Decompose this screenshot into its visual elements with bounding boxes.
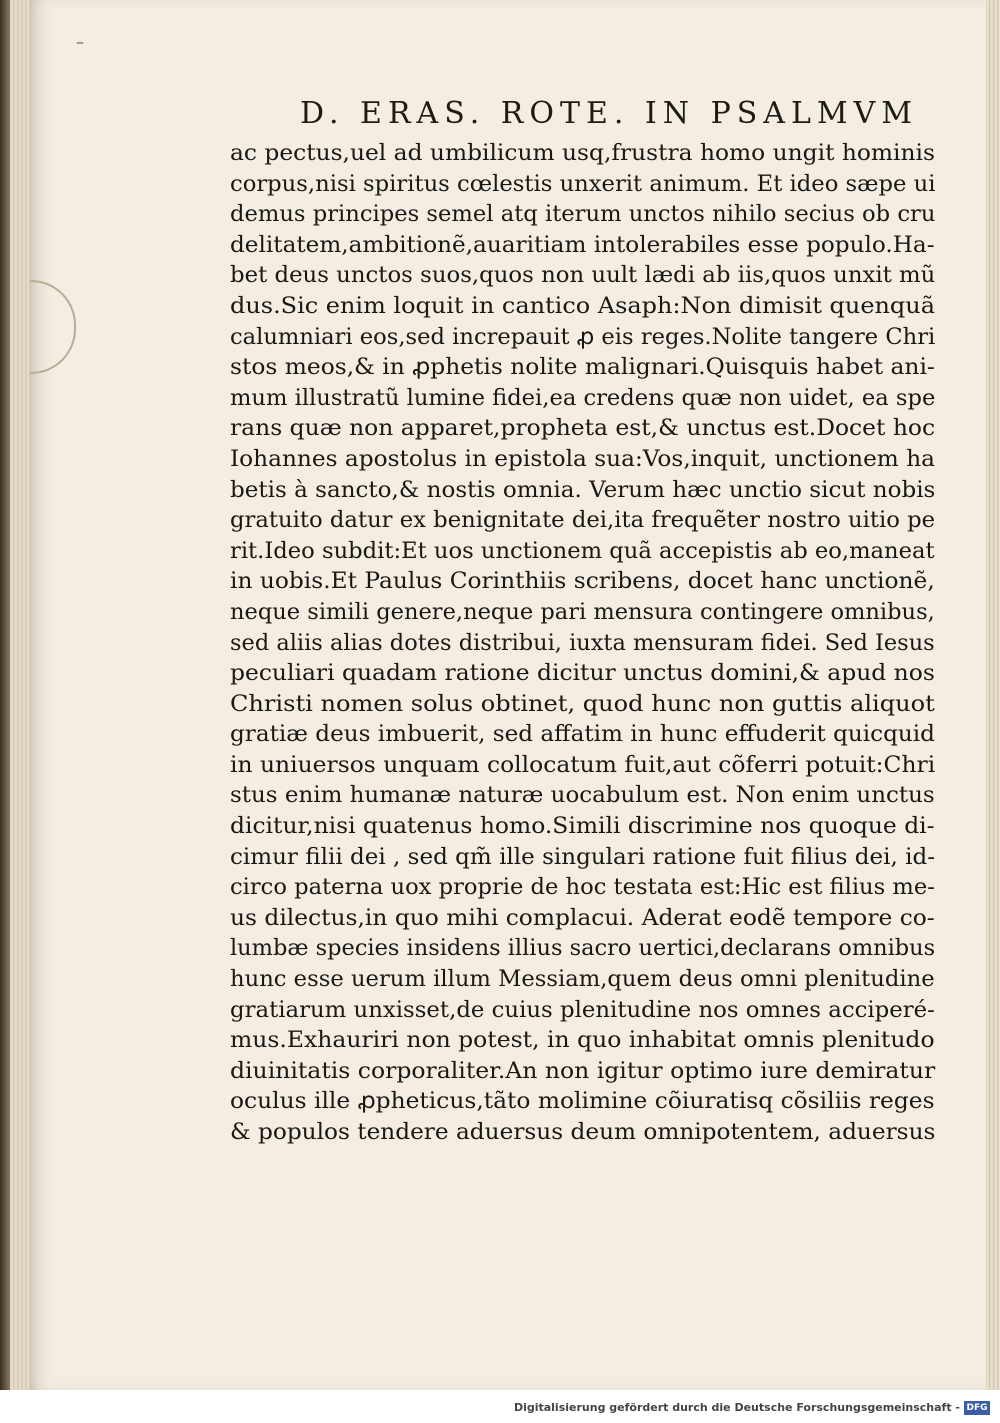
- text-line: stos meos,& in ꝓphetis nolite malignari.Quisquis habet ani-: [230, 354, 935, 381]
- book-spine-edge: [0, 0, 10, 1423]
- text-line: corpus,nisi spiritus cœlestis unxerit animum. Et ideo sæpe ui: [230, 170, 936, 197]
- footer-bar: [0, 1390, 1000, 1423]
- text-line: demus principes semel atq iterum unctos nihilo secius ob cru: [230, 201, 936, 228]
- text-line: mus.Exhauriri non potest, in quo inhabitat omnis plenitudo: [230, 1027, 935, 1054]
- text-line: gratuito datur ex benignitate dei,ita frequẽter nostro uitio pe: [230, 507, 936, 534]
- text-line: Iohannes apostolus in epistola sua:Vos,inquit, unctionem ha: [230, 445, 936, 472]
- text-line: gratiæ deus imbuerit, sed affatim in hunc effuderit quicquid: [230, 721, 935, 748]
- text-line: in uobis.Et Paulus Corinthiis scribens, docet hanc unctionẽ,: [230, 568, 935, 595]
- text-line: gratiarum unxisset,de cuius plenitudine nos omnes acciperé-: [230, 996, 935, 1023]
- text-line: hunc esse uerum illum Messiam,quem deus omni plenitudine: [230, 966, 935, 993]
- text-line: peculiari quadam ratione dicitur unctus domini,& apud nos: [230, 660, 935, 687]
- page-clip-mark: [30, 280, 76, 374]
- text-line: mum illustratũ lumine fidei,ea credens quæ non uidet, ea spe: [230, 384, 936, 411]
- text-line: diuinitatis corporaliter.An non igitur optimo iure demiratur: [230, 1057, 936, 1084]
- text-line: cimur filii dei , sed qm̃ ille singulari ratione fuit filius dei, id-: [230, 843, 935, 870]
- text-line: calumniari eos,sed increpauit ꝓ eis reges.Nolite tangere Chri: [230, 323, 936, 350]
- text-line: bet deus unctos suos,quos non uult lædi ab iis,quos unxit mũ: [230, 262, 936, 289]
- text-line: sed aliis alias dotes distribui, iuxta mensuram fidei. Sed Iesus: [230, 629, 935, 656]
- text-line: circo paterna uox proprie de hoc testata est:Hic est filius me-: [230, 874, 935, 901]
- running-head: D. ERAS. ROTE. IN PSALMVM: [300, 96, 918, 131]
- text-line: neque simili genere,neque pari mensura contingere omnibus,: [230, 598, 935, 625]
- body-text: [230, 138, 940, 1148]
- text-line: rans quæ non apparet,propheta est,& unctus est.Docet hoc: [230, 415, 936, 442]
- text-line: us dilectus,in quo mihi complacui. Aderat eodẽ tempore co-: [230, 904, 935, 931]
- text-line: dus.Sic enim loquit in cantico Asaph:Non dimisit quenquã: [230, 292, 935, 319]
- text-line: in uniuersos unquam collocatum fuit,aut cõferri potuit:Chri: [230, 751, 936, 778]
- text-line: oculus ille ꝓpheticus,tãto molimine cõiuratisq cõsiliis reges: [230, 1088, 935, 1115]
- text-line: lumbæ species insidens illius sacro uertici,declarans omnibus: [230, 935, 936, 962]
- text-line: & populos tendere aduersus deum omnipotentem, aduersus: [230, 1119, 936, 1145]
- text-line: stus enim humanæ naturæ uocabulum est. Non enim unctus: [230, 782, 935, 809]
- text-line: rit.Ideo subdit:Et uos unctionem quã accepistis ab eo,maneat: [230, 537, 935, 564]
- text-line: delitatem,ambitionẽ,auaritiam intolerabiles esse populo.Ha-: [230, 231, 935, 258]
- funding-credit: Digitalisierung gefördert durch die Deutsche Forschungsgemeinschaft -: [513, 1401, 960, 1414]
- text-line: betis à sancto,& nostis omnia. Verum hæc unctio sicut nobis: [230, 476, 936, 503]
- text-line: ac pectus,uel ad umbilicum usq,frustra homo ungit hominis: [230, 140, 935, 166]
- text-line: Christi nomen solus obtinet, quod hunc non guttis aliquot: [230, 690, 935, 717]
- corner-mark: –: [76, 32, 84, 51]
- dfg-logo-icon: DFG: [964, 1401, 990, 1415]
- text-line: dicitur,nisi quatenus homo.Simili discrimine nos quoque di-: [230, 813, 935, 840]
